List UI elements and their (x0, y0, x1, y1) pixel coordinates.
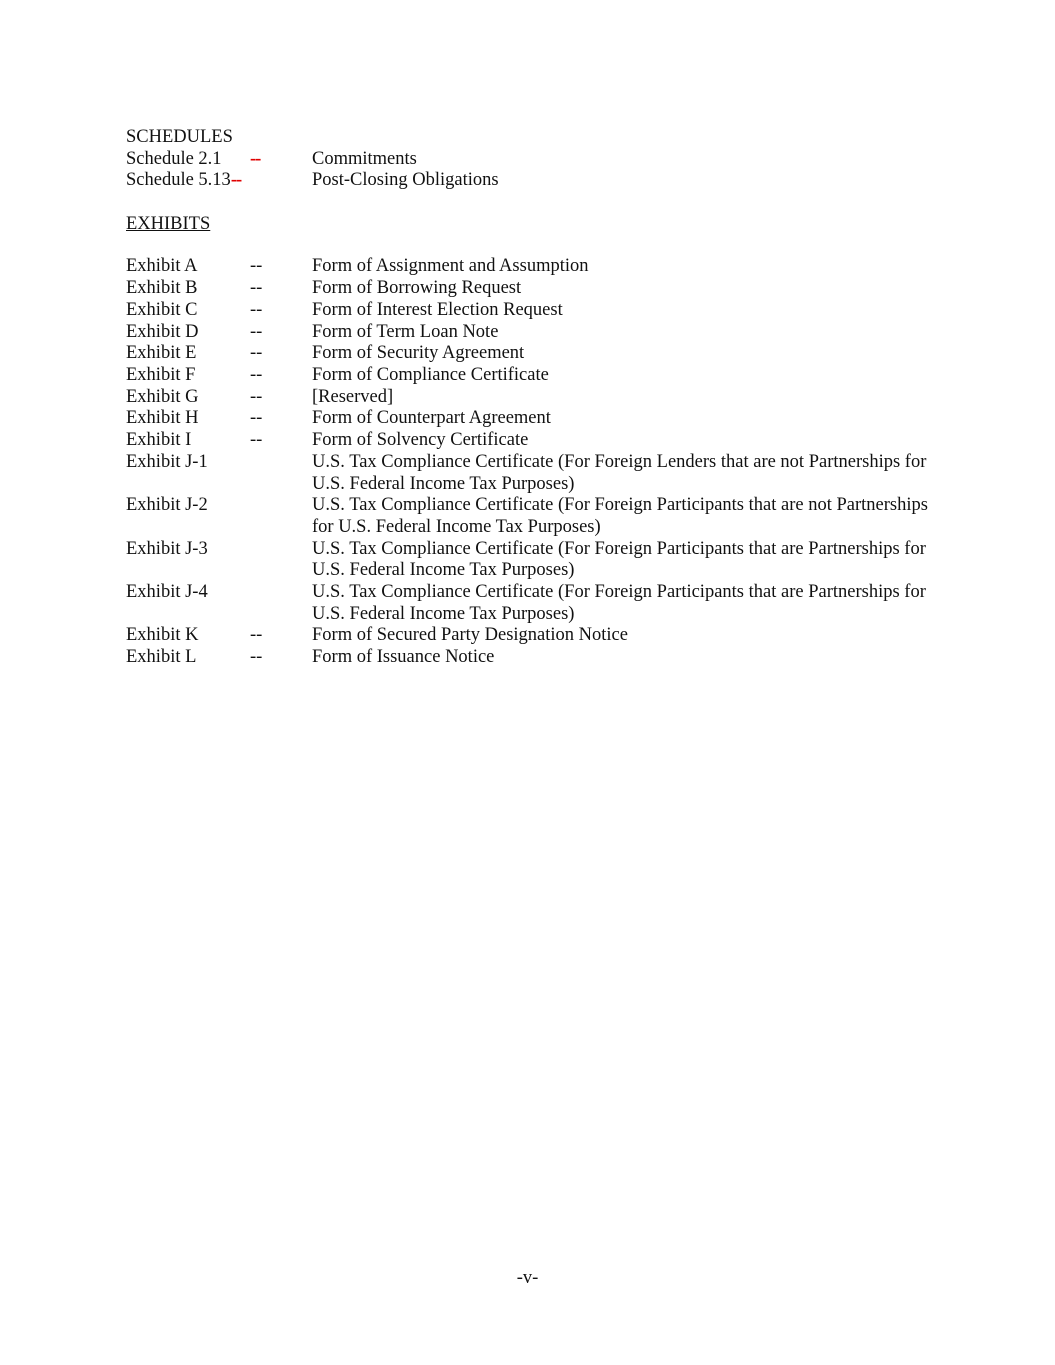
exhibit-row (126, 495, 946, 538)
exhibit-dash: -- (250, 321, 263, 342)
exhibit-label: Exhibit L (126, 647, 197, 668)
schedule-label: Schedule 2.1 (126, 148, 222, 169)
exhibit-description: Form of Solvency Certificate (312, 430, 529, 451)
exhibit-dash: -- (250, 647, 263, 668)
exhibit-dash: -- (250, 299, 263, 320)
schedules-heading: SCHEDULES (126, 127, 233, 147)
schedule-dash: -- (230, 170, 242, 191)
exhibit-label: Exhibit K (126, 625, 199, 646)
exhibit-label: Exhibit A (126, 256, 198, 277)
exhibit-description: U.S. Tax Compliance Certificate (For Foreign Participants that are Partnerships for U.S. Federal Income Tax Purposes) (312, 538, 926, 581)
document-page (126, 127, 946, 669)
schedule-dash: -- (250, 148, 261, 169)
exhibit-description: Form of Counterpart Agreement (312, 408, 551, 429)
exhibit-dash: -- (250, 343, 263, 364)
section-spacer (126, 192, 946, 214)
exhibit-row (126, 452, 946, 495)
exhibit-description: [Reserved] (312, 386, 394, 407)
exhibit-row (126, 387, 946, 409)
exhibit-description: Form of Security Agreement (312, 343, 525, 364)
exhibit-dash: -- (250, 408, 263, 429)
exhibit-description: Form of Issuance Notice (312, 647, 495, 668)
exhibit-label: Exhibit I (126, 430, 192, 451)
schedule-label-with-dash (126, 170, 241, 192)
schedule-label: Schedule 5.13 (126, 170, 231, 191)
exhibit-dash: -- (250, 364, 263, 385)
exhibit-row (126, 647, 946, 669)
exhibit-description: U.S. Tax Compliance Certificate (For Foreign Participants that are Partnerships for U.S. Federal Income Tax Purposes) (312, 582, 926, 624)
exhibit-row (126, 343, 946, 365)
exhibit-dash: -- (250, 625, 263, 646)
exhibit-description: Form of Compliance Certificate (312, 364, 549, 385)
exhibit-description: U.S. Tax Compliance Certificate (For Foreign Participants that are not Partnerships for U.S. Federal Income Tax Purposes) (312, 495, 928, 537)
exhibit-dash: -- (250, 386, 263, 407)
exhibit-label: Exhibit J-1 (126, 451, 208, 472)
exhibit-label: Exhibit H (126, 408, 199, 429)
exhibit-label: Exhibit C (126, 299, 198, 320)
section-spacer (126, 235, 946, 256)
exhibit-label: Exhibit B (126, 278, 198, 299)
exhibit-dash: -- (250, 430, 263, 451)
exhibit-list (126, 256, 946, 668)
exhibit-label: Exhibit F (126, 364, 196, 385)
exhibit-row (126, 430, 946, 452)
exhibit-row (126, 408, 946, 430)
exhibit-label: Exhibit J-4 (126, 582, 208, 603)
exhibits-heading: EXHIBITS (126, 213, 211, 234)
exhibit-row (126, 539, 946, 582)
exhibit-row (126, 625, 946, 647)
exhibit-row (126, 256, 946, 278)
exhibit-description: Form of Borrowing Request (312, 278, 522, 299)
page-number: -v- (516, 1268, 539, 1288)
exhibit-row (126, 300, 946, 322)
schedule-row (126, 170, 946, 192)
exhibit-row (126, 278, 946, 300)
exhibit-description: Form of Assignment and Assumption (312, 256, 589, 277)
exhibit-label: Exhibit E (126, 343, 197, 364)
exhibit-description: Form of Term Loan Note (312, 321, 499, 342)
schedule-row (126, 149, 946, 171)
exhibit-dash: -- (250, 256, 263, 277)
exhibit-label: Exhibit J-2 (126, 495, 208, 516)
exhibit-label: Exhibit D (126, 321, 199, 342)
schedule-description: Commitments (312, 148, 417, 169)
exhibit-row (126, 322, 946, 344)
exhibit-description: Form of Secured Party Designation Notice (312, 625, 628, 646)
exhibit-label: Exhibit G (126, 386, 199, 407)
exhibit-description: Form of Interest Election Request (312, 299, 563, 320)
exhibit-description: U.S. Tax Compliance Certificate (For Foreign Lenders that are not Partnerships for U.S. Federal Income Tax Purposes) (312, 451, 927, 494)
schedule-description: Post-Closing Obligations (312, 170, 499, 191)
exhibit-dash: -- (250, 278, 263, 299)
exhibit-row (126, 582, 946, 625)
exhibit-label: Exhibit J-3 (126, 538, 208, 559)
exhibit-row (126, 365, 946, 387)
